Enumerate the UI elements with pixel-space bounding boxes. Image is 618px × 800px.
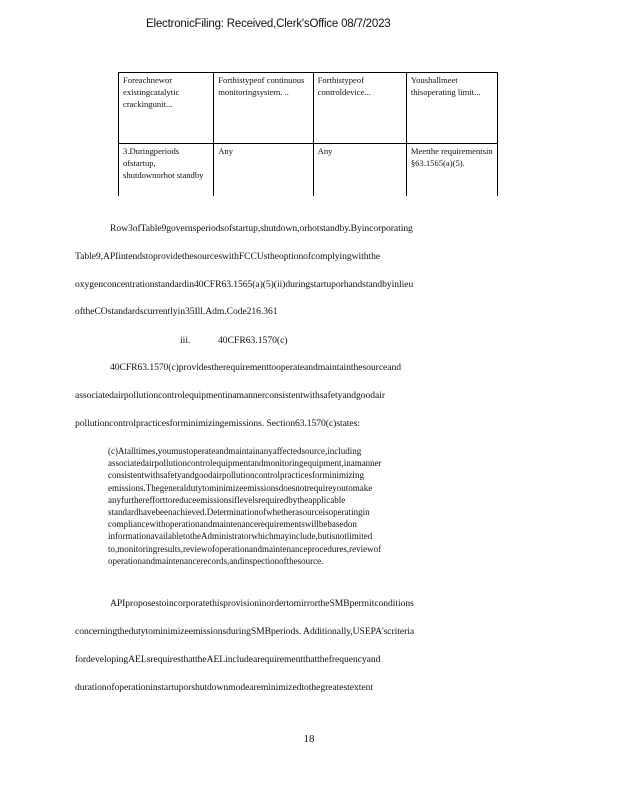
paragraph-line: fordevelopingAELsrequiresthattheAELincludearequirementthatthefrequencyand bbox=[75, 654, 381, 665]
paragraph-line: durationofoperationinstartuporshutdownmodeareminimizedtothegreatestextent bbox=[75, 682, 373, 693]
operating-limits-table bbox=[118, 72, 498, 196]
table-cell: Any bbox=[313, 144, 406, 197]
paragraph-line: APIproposestoincorporatethisprovisioninordertomirrortheSMBpermitconditions bbox=[110, 598, 414, 609]
quote-line: operationandmaintenancerecords,andinspectionofthesource. bbox=[108, 555, 324, 566]
quote-line: compliancewithoperationandmaintenancerequirementswillbebasedon bbox=[108, 519, 357, 530]
section-heading bbox=[180, 335, 288, 346]
table-cell: Any bbox=[214, 144, 313, 197]
paragraph-line: 40CFR63.1570(c)providestherequirementtooperateandmaintainthesourceand bbox=[110, 362, 401, 373]
table-cell: Meetthe requirementsin §63.1565(a)(5). bbox=[406, 144, 497, 197]
quote-line: to,monitoringresults,reviewofoperationandmaintenanceprocedures,reviewof bbox=[108, 543, 382, 554]
table-cell: 3.Duringperiods ofstartup, shutdownorhot standby bbox=[119, 144, 214, 197]
block-quote bbox=[108, 445, 503, 567]
table-cell: Forthistypeof controldevice... bbox=[313, 73, 406, 144]
table-cell: Youshallmeet thisoperating limit... bbox=[406, 73, 497, 144]
paragraph-line: Row3ofTable9governsperiodsofstartup,shutdown,orhotstandby.Byincorporating bbox=[110, 223, 413, 234]
table-cell: Foreachnewor existingcatalytic crackingunit... bbox=[119, 73, 214, 144]
quote-line: associatedairpollutioncontrolequipmentandmonitoringequipment,inamanner bbox=[108, 458, 382, 469]
paragraph-line: pollutioncontrolpracticesforminimizingemissions. Section63.1570(c)states: bbox=[75, 418, 360, 429]
section-number: iii. bbox=[180, 335, 191, 346]
paragraph-line: associatedairpollutioncontrolequipmentinamannerconsistentwithsafetyandgoodair bbox=[75, 390, 385, 401]
paragraph-line: concerningthedutytominimizeemissionsduringSMBperiods. Additionally,USEPA'scriteria bbox=[75, 626, 415, 637]
table-cell: Forthistypeof continuous monitoringsystem. .. bbox=[214, 73, 313, 144]
table-row bbox=[119, 144, 498, 197]
quote-line: emissions.Thegeneraldutytominimizeemissionsdoesnotrequireyoutomake bbox=[108, 482, 373, 493]
table-row bbox=[119, 73, 498, 144]
quote-line: anyfurtherefforttoreduceemissionsiflevelsrequiredbytheapplicable bbox=[108, 494, 346, 505]
quote-line: consistentwithsafetyandgoodairpollutioncontrolpracticesforminimizing bbox=[108, 470, 364, 481]
quote-line: standardhavebeenachieved.Determinationofwhetherasourceisoperatingin bbox=[108, 507, 370, 518]
page-number: 18 bbox=[303, 733, 315, 745]
section-title: 40CFR63.1570(c) bbox=[218, 335, 288, 346]
filing-stamp: ElectronicFiling: Received,Clerk'sOffice 08/7/2023 bbox=[146, 18, 391, 30]
quote-line: informationavailabletotheAdministratorwhichmayinclude,butisnotlimited bbox=[108, 531, 373, 542]
paragraph-line: oxygenconcentrationstandardin40CFR63.1565(a)(5)(ii)duringstartuporhandstandbyinlieu bbox=[75, 279, 414, 290]
paragraph-line: Table9,APIintendstoprovidethesourceswithFCCUstheoptionofcomplyingwiththe bbox=[75, 251, 381, 262]
quote-line: (c)Atalltimes,youmustoperateandmaintainanyaffectedsource,including bbox=[108, 446, 362, 456]
paragraph-line: oftheCOstandardscurrentlyin35Ill.Adm.Code216.361 bbox=[75, 306, 278, 317]
